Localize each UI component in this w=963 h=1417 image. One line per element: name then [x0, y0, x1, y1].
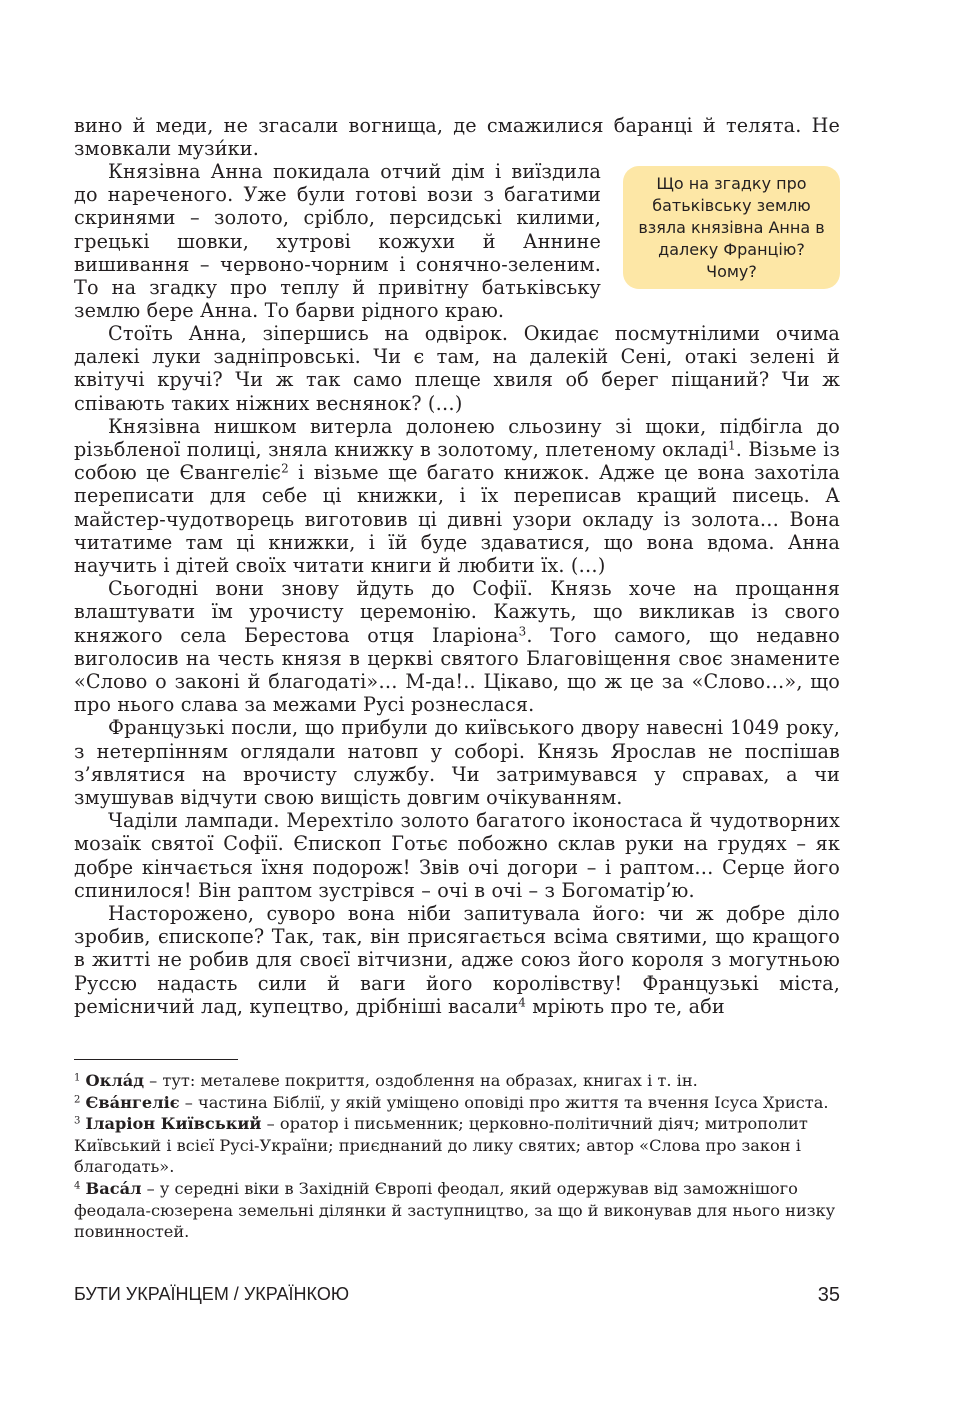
footnotes — [74, 1070, 840, 1243]
running-title: БУТИ УКРАЇНЦЕМ / УКРАЇНКОЮ — [74, 1284, 350, 1304]
paragraph-8: Насторожено, суворо вона ніби запитувала його: чи ж добре діло зробив, єпископе? Так, так, він присягається всіма святими, що кращого в житті не робив для своєї вітчизни, адже союз його короля з могутньою Руссю надасть сили й ваги його королівству! Французькі міста, ремісничий лад, купецтво, дрібніші васали$^4$ мріють про те, аби — [74, 902, 840, 1018]
footnote-ref-4: 4 — [518, 995, 527, 1010]
footnote-ref-3: 3 — [518, 624, 527, 639]
footnote-divider — [74, 1059, 238, 1060]
paragraph-5: Сьогодні вони знову йдуть до Софії. Князь хоче на прощання влаштувати їм урочисту церемонію. Кажуть, що викликав із свого княжого села Берестова отця Іларіона$^3$. Того самого, що недавно виголосив на честь князя в церкві святого Благовіщення своє знамените «Слово о законі й благодаті»… М-да!.. Цікаво, що ж це за «Слово…», що про нього слава за межами Русі рознеслася. — [74, 577, 841, 717]
page-number: 35 — [817, 1284, 840, 1306]
footnote-3: $^3$ Іларіон Київський – оратор і письменник; церковно-політичний діяч; митрополит Київський і всієї Русі-України; приєднаний до лику святих; автор «Слова про закон і благодать». — [74, 1114, 808, 1177]
side-question-box — [623, 166, 840, 289]
side-question-text: Що на згадку про батьківську землю взяла князівна Анна в далеку Францію? Чому? — [638, 173, 825, 281]
footnote-1: $^1$ Окла́д – тут: металеве покриття, оздоблення на образах, книгах і т. ін. — [74, 1071, 698, 1090]
footnote-ref-1: 1 — [728, 438, 736, 453]
footnote-ref-2: 2 — [281, 461, 289, 476]
paragraph-6: Французькі посли, що прибули до київського двору навесні 1049 року, з нетерпінням оглядали натовп у соборі. Князь Ярослав не поспішав з’являтися на врочисту службу. Чи затримувався у справах, а чи змушував відчути свою вищість довгим очікуванням. — [74, 716, 840, 810]
paragraph-2: Князівна Анна покидала отчий дім і виїздила до нареченого. Уже були готові вози з багатими скринями – золото, срібло, персидські килими, грецькі шовки, хутрові кожухи й Аннине вишивання – червоно-чорним і сонячно-зеленим. То на згадку про теплу й привітну батьківську землю бере Анна. То барви рідного краю. — [74, 160, 601, 323]
footnote-term: Іларіон Київський — [85, 1114, 262, 1134]
body-text-main — [74, 322, 840, 1018]
paragraph-1: вино й меди, не згасали вогнища, де смажилися баранці й телята. Не змовкали музи́ки. — [74, 114, 840, 161]
footnote-term: Окла́д — [85, 1071, 145, 1090]
paragraph-4: Князівна нишком витерла долонею сльозину зі щоки, підбігла до різьбленої полиці, зняла книжку в золотому, плетеному окладі$^1$. Візьме із собою це Євангеліє$^2$ і візьме ще багато книжок. Адже це вона захотіла переписати для себе ці книжки, і їх переписав кращий писець. А майстер-чудотворець виготовив ці дивні узори окладу із золота… Вона читатиме там ці книжки, і їй буде здаватися, що вона вдома. Анна научить і дітей своїх читати книги й любити їх. (…) — [74, 414, 840, 578]
footnote-term: Васа́л — [85, 1178, 142, 1198]
body-text-wrapped — [74, 160, 601, 322]
body-text-top — [74, 114, 840, 160]
footnote-term: Єва́нгеліє — [85, 1092, 180, 1112]
footnote-2: $^2$ Єва́нгеліє – частина Біблії, у якій уміщено оповіді про життя та вчення Ісуса Христа. — [74, 1092, 829, 1112]
paragraph-3: Стоїть Анна, зіпершись на одвірок. Окидає посмутнілими очима далекі луки задніпровські. Чи є там, на далекій Сені, отакі зелені й квітучі кручі? Чи ж так само плеще хвиля об берег піщаний? Чи ж співають таких ніжних веснянок? (…) — [74, 322, 840, 415]
paragraph-7: Чаділи лампади. Мерехтіло золото багатого іконостаса й чудотворних мозаїк святої Софії. Єпископ Готьє побожно склав руки на грудях – як добре кінчається їхня подорож! Звів очі догори – і раптом… Серце його спинилося! Він раптом зустрівся – очі в очі – з Богоматір’ю. — [74, 809, 840, 902]
footnote-4: $^4$ Васа́л – у середні віки в Західній Європі феодал, який одержував від заможнішого феодала-сюзерена земельні ділянки й заступництво, за що й виконував для нього низку повинностей. — [74, 1178, 836, 1242]
